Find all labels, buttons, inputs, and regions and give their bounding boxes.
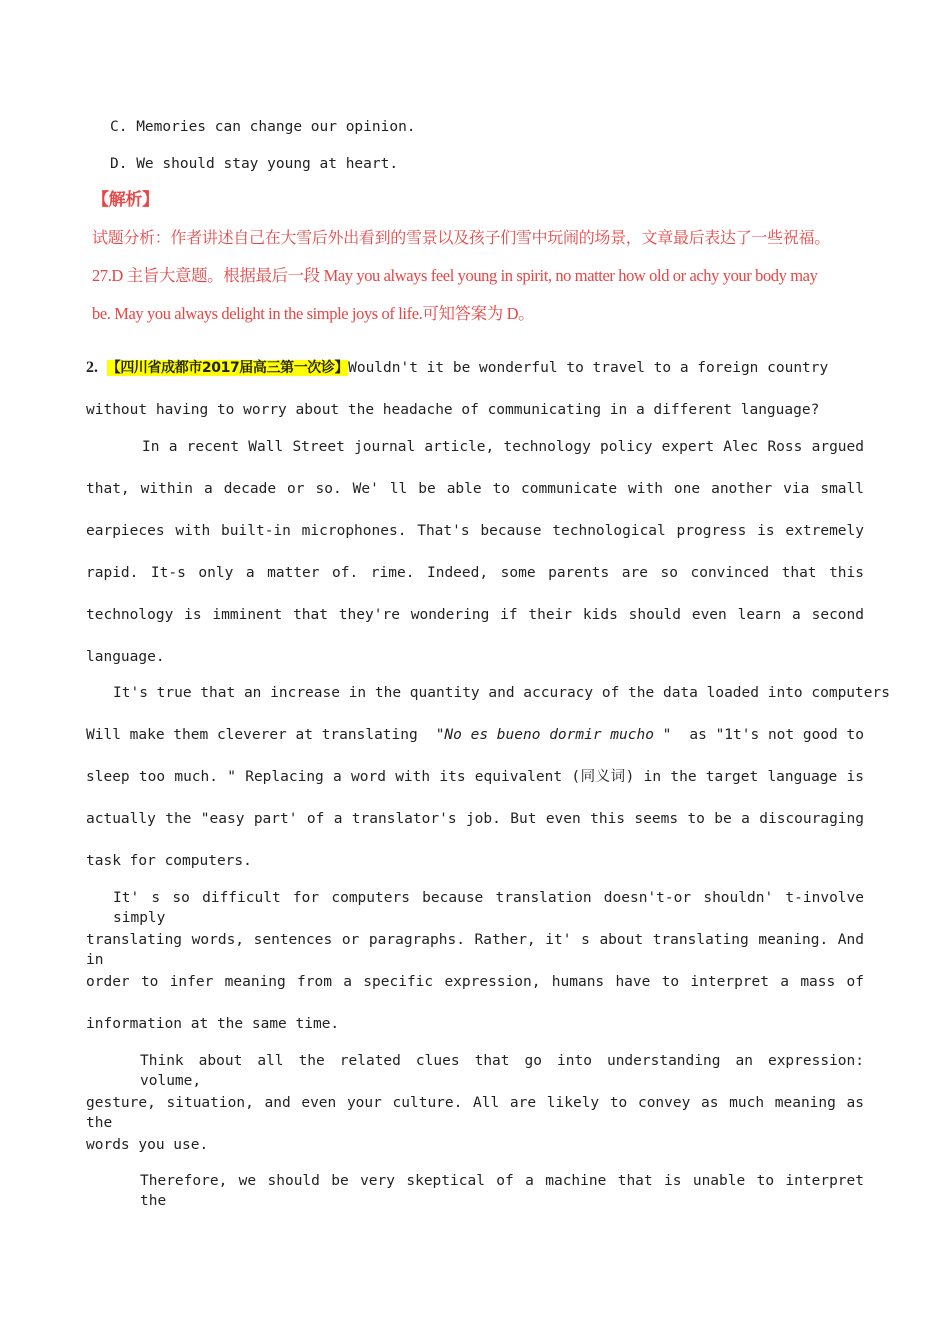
passage-line: sleep too much. " Replacing a word with its equivalent (同义词) in the target language is (86, 769, 864, 785)
passage-line: gesture, situation, and even your culture. All are likely to convey as much meaning as the (86, 1095, 864, 1131)
passage-text: Will make them cleverer at translating (86, 727, 418, 743)
passage-line: In a recent Wall Street journal article, technology policy expert Alec Ross argued (142, 439, 864, 455)
spanish-phrase: "No es bueno dormir mucho " (435, 727, 672, 743)
option-c: C. Memories can change our opinion. (110, 119, 416, 135)
passage-text: as "1t's not good to (689, 727, 864, 743)
passage-line: words you use. (86, 1137, 209, 1153)
question-number: 2. (86, 359, 98, 376)
passage-line: without having to worry about the headache of communicating in a different language? (86, 402, 820, 418)
passage-line: translating words, sentences or paragraphs. Rather, it' s about translating meaning. And in (86, 932, 864, 968)
passage-line: rapid. It-s only a matter of. rime. Indeed, some parents are so convinced that this (86, 565, 864, 581)
analysis-line-3: be. May you always delight in the simple joys of life.可知答案为 D。 (92, 304, 535, 323)
analysis-heading: 【解析】 (92, 190, 159, 210)
passage-line: actually the "easy part' of a translator's job. But even this seems to be a discouraging (86, 811, 864, 827)
analysis-line-1: 试题分析：作者讲述自己在大雪后外出看到的雪景以及孩子们雪中玩闹的场景，文章最后表达了一些祝福。 (92, 228, 830, 247)
passage-line: It' s so difficult for computers because translation doesn't-or shouldn' t-involve simply (113, 890, 864, 926)
passage-line-mixed (86, 725, 864, 745)
passage-line: order to infer meaning from a specific expression, humans have to interpret a mass of (86, 974, 864, 990)
question-source: 【四川省成都市2017届高三第一次诊】 (106, 360, 349, 376)
passage-line: earpieces with built-in microphones. That's because technological progress is extremely (86, 523, 864, 539)
question-2-header (86, 358, 864, 378)
passage-line: Therefore, we should be very skeptical of a machine that is unable to interpret the (140, 1173, 864, 1209)
passage-line: task for computers. (86, 853, 252, 869)
passage-line-0: Wouldn't it be wonderful to travel to a foreign country (348, 360, 829, 376)
passage-line: information at the same time. (86, 1016, 340, 1032)
option-d: D. We should stay young at heart. (110, 156, 399, 172)
passage-line: language. (86, 649, 165, 665)
passage-line: that, within a decade or so. We' ll be able to communicate with one another via small (86, 481, 864, 497)
passage-line: Think about all the related clues that go into understanding an expression: volume, (140, 1053, 864, 1089)
passage-line: technology is imminent that they're wondering if their kids should even learn a second (86, 607, 864, 623)
passage-line: It's true that an increase in the quantity and accuracy of the data loaded into computers (113, 685, 890, 701)
analysis-line-2: 27.D 主旨大意题。根据最后一段 May you always feel young in spirit, no matter how old or achy your body may (92, 266, 818, 285)
